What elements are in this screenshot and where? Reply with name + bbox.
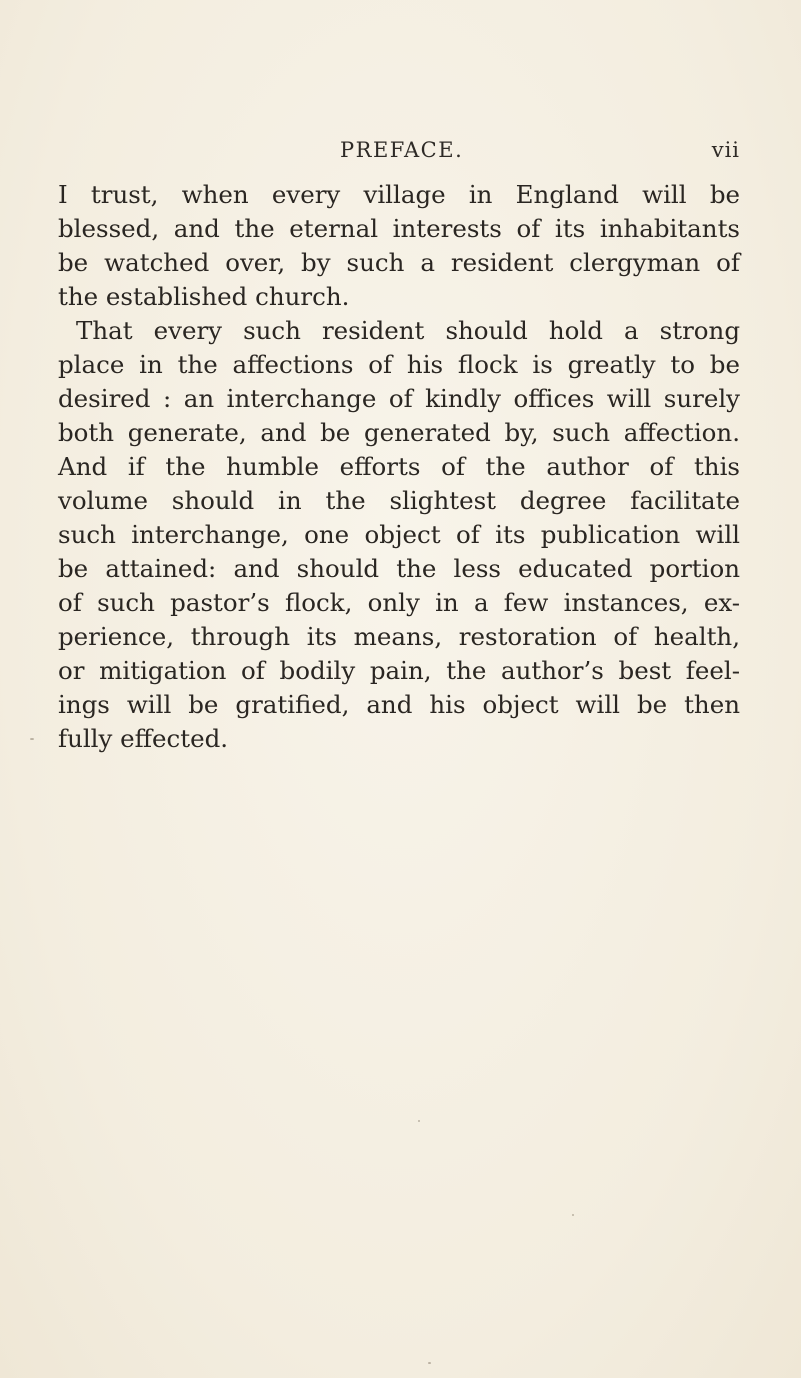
paper-speck — [572, 1214, 574, 1216]
page-number: vii — [711, 138, 740, 162]
paper-speck — [428, 1362, 431, 1364]
running-head: PREFACE. — [340, 138, 464, 162]
text-line: the established church. — [58, 282, 350, 311]
paper-speck — [418, 1120, 420, 1122]
preface-text — [58, 178, 740, 756]
text-line: I trust, when every village in England will be — [58, 180, 740, 209]
paper-speck — [30, 738, 34, 740]
text-line: both generate, and be generated by, such affection. — [58, 418, 740, 447]
text-line: place in the affections of his flock is greatly to be — [58, 350, 740, 379]
text-line: volume should in the slightest degree facilitate — [58, 486, 740, 515]
text-line: of such pastor’s flock, only in a few instances, ex- — [58, 588, 740, 617]
text-line: such interchange, one object of its publication will — [58, 520, 740, 549]
text-line: be attained: and should the less educated portion — [58, 554, 740, 583]
text-line: And if the humble efforts of the author of this — [58, 452, 740, 481]
text-line: desired : an interchange of kindly offices will surely — [58, 384, 740, 413]
text-line: That every such resident should hold a strong — [76, 316, 740, 345]
text-line: perience, through its means, restoration of health, — [58, 622, 740, 651]
text-line: or mitigation of bodily pain, the author’s best feel- — [58, 656, 740, 685]
text-line: blessed, and the eternal interests of its inhabitants — [58, 214, 740, 243]
page-header — [58, 138, 740, 170]
text-line: ings will be gratified, and his object will be then — [58, 690, 740, 719]
text-line: fully effected. — [58, 724, 229, 753]
text-line: be watched over, by such a resident clergyman of — [58, 248, 740, 277]
